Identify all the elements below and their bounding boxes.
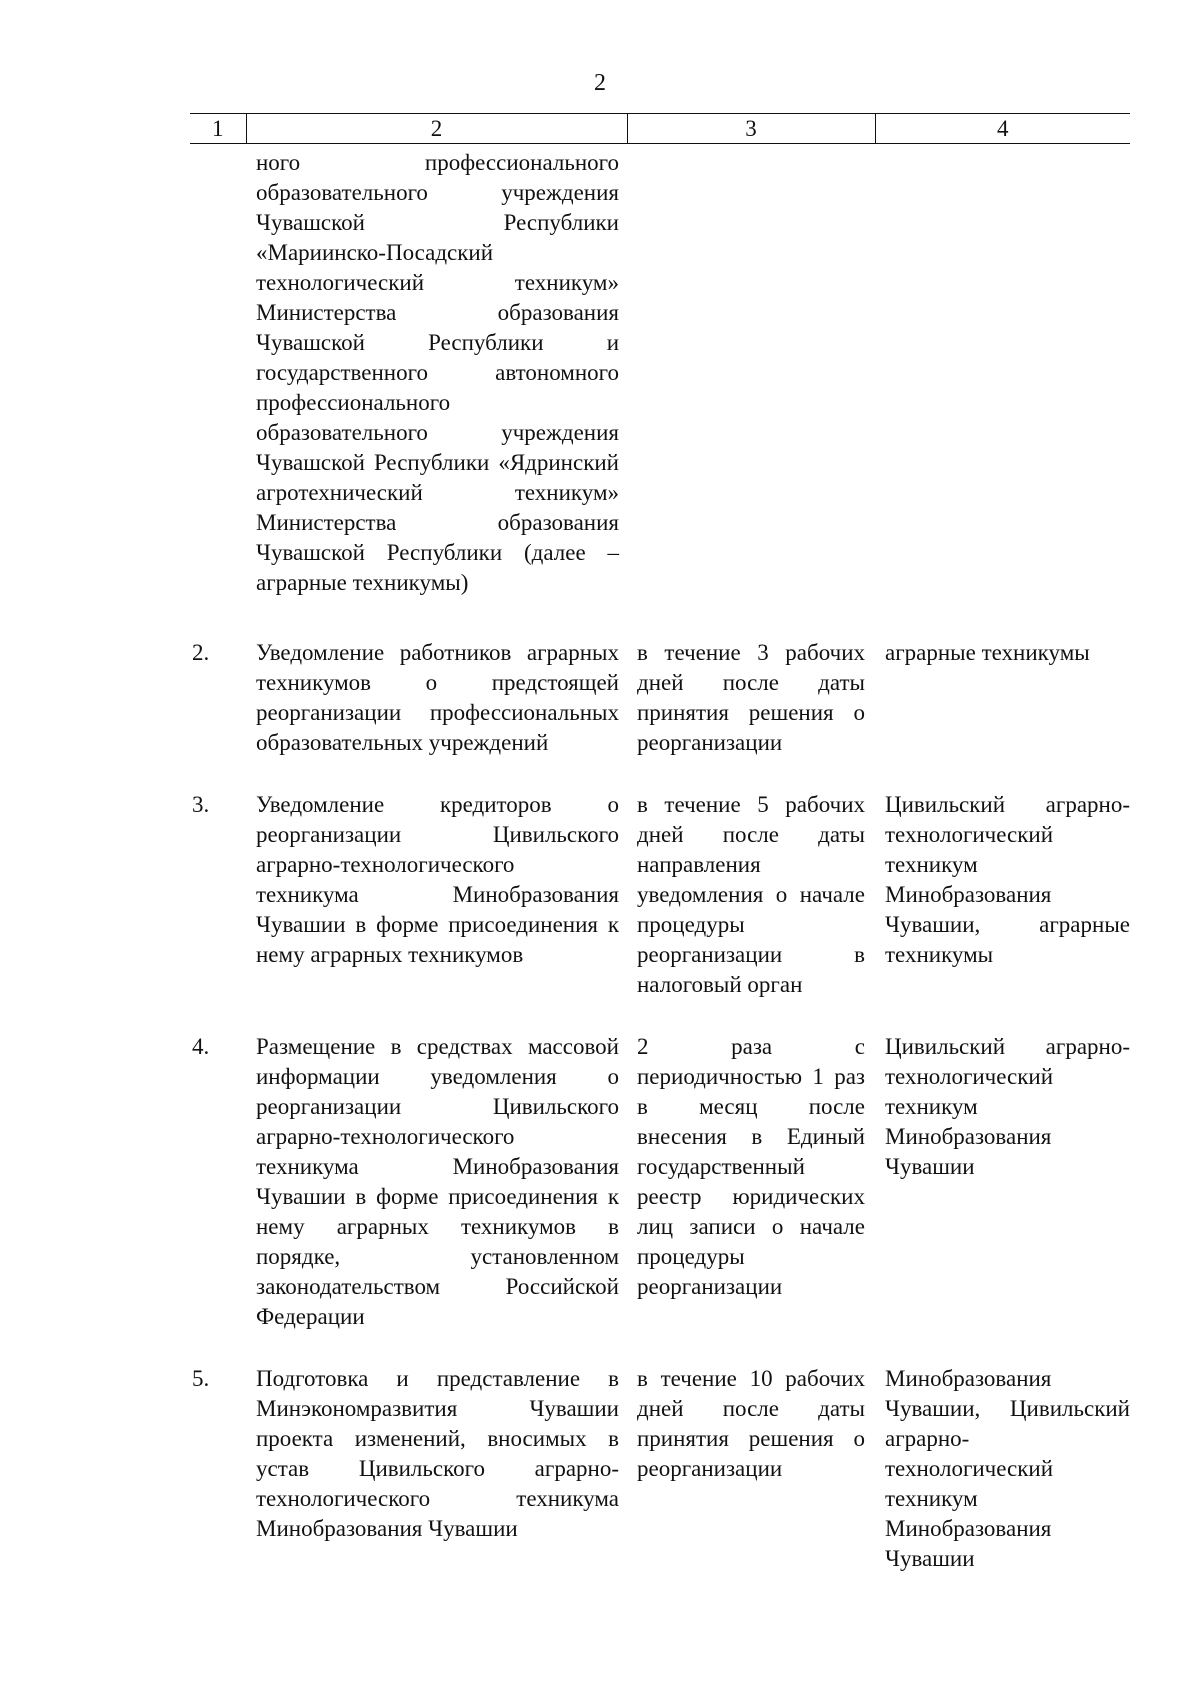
table-header [190,114,1130,144]
row-deadline: 2 раза с периодичностью 1 раз в месяц после внесения в Единый государственный реестр юридических лиц записи о начале процедуры реорганизации [637,1034,865,1299]
row-action: Уведомление кредиторов о реорганизации Цивильского аграрно-технологического техникума Минобразования Чувашии в форме присоединения к нему аграрных техникумов [256,792,619,967]
table-row [190,638,1130,790]
row-deadline: в течение 3 рабочих дней после даты принятия решения о реорганизации [637,640,865,755]
row-action: Подготовка и представление в Минэкономразвития Чувашии проекта изменений, вносимых в устав Цивильского аграрно-технологического техникума Минобразования Чувашии [256,1366,619,1541]
row-number: 4. [192,1034,210,1059]
row-responsible: Минобразования Чувашии, Цивильский аграрно-технологический техникум Минобразования Чувашии [885,1366,1130,1571]
empty-cell [875,144,1130,639]
empty-cell [627,144,875,639]
row-deadline: в течение 10 рабочих дней после даты принятия решения о реорганизации [637,1366,865,1481]
column-header-2: 2 [246,114,627,144]
table-row-continuation [190,144,1130,639]
row-number: 5. [192,1366,210,1391]
row-responsible: аграрные техникумы [885,640,1090,665]
row-number [190,144,246,639]
column-header-4: 4 [875,114,1130,144]
plan-table [190,113,1130,1606]
table-row [190,1032,1130,1364]
page-number: 2 [594,70,606,96]
column-header-3: 3 [627,114,875,144]
row-deadline: в течение 5 рабочих дней после даты направления уведомления о начале процедуры реорганизации в налоговый орган [637,792,865,997]
table-row [190,790,1130,1032]
row-responsible: Цивильский аграрно-технологический техникум Минобразования Чувашии, аграрные техникумы [885,792,1130,967]
row-action: Размещение в средствах массовой информации уведомления о реорганизации Цивильского аграрно-технологического техникума Минобразования Чувашии в форме присоединения к нему аграрных техникумов в порядке, установленном законодательством Российской Федерации [256,1034,619,1329]
row-number: 3. [192,792,210,817]
table-row [190,1364,1130,1606]
row-action: Уведомление работников аграрных техникумов о предстоящей реорганизации профессиональных образовательных учреждений [256,640,619,755]
row-responsible: Цивильский аграрно-технологический техникум Минобразования Чувашии [885,1034,1130,1179]
row-number: 2. [192,640,210,665]
continuation-text: ного профессионального образовательного учреждения Чувашской Республики «Мариинско-Посадский технологический техникум» Министерства образования Чувашской Республики и государственного автономного профессионального образовательного учреждения Чувашской Республики «Ядринский агротехнический техникум» Министерства образования Чувашской Республики (далее – аграрные техникумы) [256,150,619,595]
column-header-1: 1 [190,114,246,144]
